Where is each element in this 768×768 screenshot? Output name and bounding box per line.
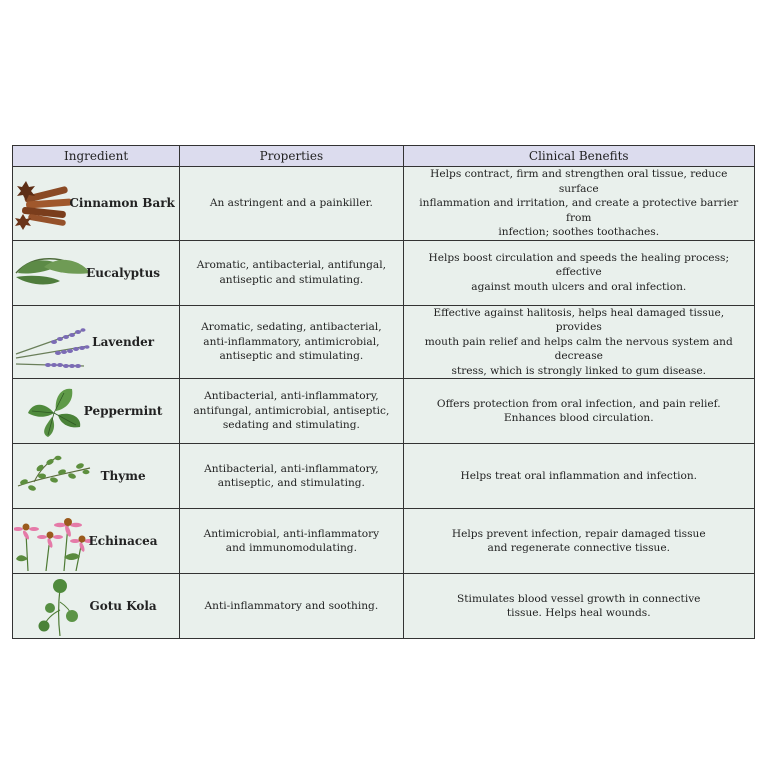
benefits-text: Helps treat oral inflammation and infection.: [460, 469, 698, 482]
properties-text: An astringent and a painkiller.: [209, 197, 373, 209]
properties-text: Antimicrobial, anti-inflammatory and immunomodulating.: [203, 527, 380, 554]
benefits-text: Stimulates blood vessel growth in connective tissue. Helps heal wounds.: [457, 592, 701, 619]
benefits-cell: [403, 379, 754, 444]
properties-cell: [180, 305, 403, 379]
benefits-text: Helps prevent infection, repair damaged tissue and regenerate connective tissue.: [451, 527, 706, 554]
benefits-text: Helps contract, firm and strengthen oral tissue, reduce surface inflammation and irritation, and create a protective barrier from infection; soothes toothaches.: [419, 168, 739, 238]
ingredient-name: Lavender: [92, 334, 155, 349]
properties-cell: [180, 574, 403, 639]
header-row: [13, 146, 755, 167]
properties-text: Antibacterial, anti-inflammatory, antiseptic, and stimulating.: [204, 462, 379, 489]
properties-text: Aromatic, antibacterial, antifungal, antiseptic and stimulating.: [196, 259, 386, 286]
ingredient-table: [12, 145, 755, 639]
benefits-cell: [403, 167, 754, 241]
ingredient-cell: [13, 379, 180, 444]
ingredient-name: Eucalyptus: [86, 265, 161, 280]
benefits-cell: [403, 509, 754, 574]
benefits-text: Effective against halitosis, helps heal damaged tissue, provides mouth pain relief and helps calm the nervous system and decrease stress, which is strongly linked to gum disease.: [424, 306, 733, 377]
ingredient-cell: [13, 574, 180, 639]
ingredient-name: Thyme: [100, 469, 146, 483]
header-clinical-benefits: Clinical Benefits: [403, 146, 754, 167]
ingredient-name: Gotu Kola: [89, 599, 157, 613]
ingredient-name: Peppermint: [83, 404, 163, 418]
ingredient-name: Cinnamon Bark: [69, 196, 175, 211]
table-row: [13, 574, 755, 639]
properties-text: Aromatic, sedating, antibacterial, anti-inflammatory, antimicrobial, antiseptic and stimulating.: [201, 321, 382, 362]
properties-text: Antibacterial, anti-inflammatory, antifungal, antimicrobial, antiseptic, sedating and stimulating.: [193, 390, 390, 432]
benefits-cell: [403, 444, 754, 509]
header-properties: Properties: [180, 146, 403, 167]
table-row: [13, 240, 755, 305]
ingredient-cell: [13, 509, 180, 574]
table-row: [13, 444, 755, 509]
ingredient-cell: [13, 305, 180, 379]
properties-cell: [180, 167, 403, 241]
properties-cell: [180, 379, 403, 444]
ingredient-name: Echinacea: [88, 534, 158, 548]
ingredient-cell: [13, 240, 180, 305]
benefits-text: Offers protection from oral infection, and pain relief. Enhances blood circulation.: [436, 397, 721, 424]
table-row: [13, 305, 755, 379]
table-row: [13, 167, 755, 241]
ingredient-cell: [13, 167, 180, 241]
benefits-cell: [403, 574, 754, 639]
header-ingredient: Ingredient: [13, 146, 180, 167]
properties-text: Anti-inflammatory and soothing.: [204, 599, 379, 612]
ingredient-cell: [13, 444, 180, 509]
table-row: [13, 379, 755, 444]
benefits-cell: [403, 240, 754, 305]
properties-cell: [180, 444, 403, 509]
benefits-text: Helps boost circulation and speeds the healing process; effective against mouth ulcers and oral infection.: [428, 251, 730, 293]
benefits-cell: [403, 305, 754, 379]
table-row: [13, 509, 755, 574]
properties-cell: [180, 509, 403, 574]
properties-cell: [180, 240, 403, 305]
